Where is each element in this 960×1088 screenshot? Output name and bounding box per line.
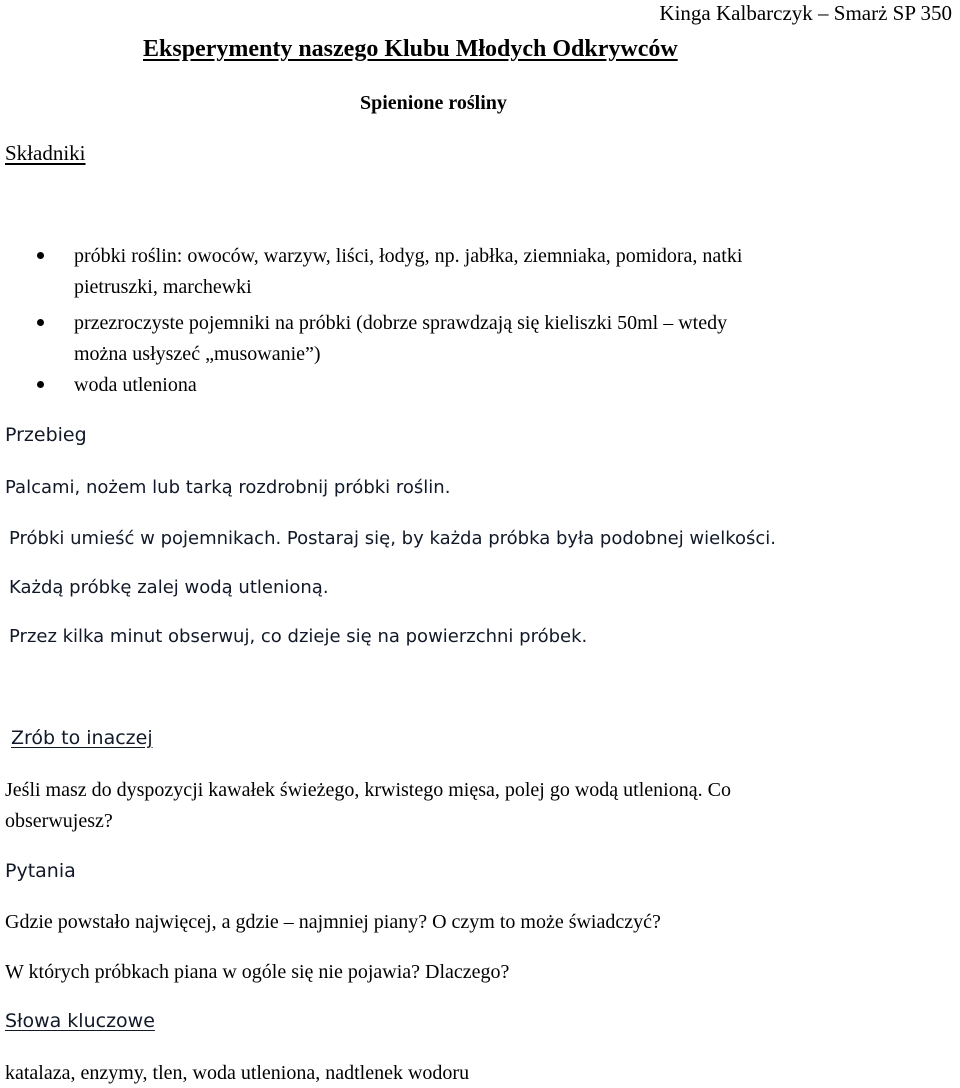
keywords-text: katalaza, enzymy, tlen, woda utleniona, nadtlenek wodoru (5, 1062, 470, 1084)
bullet-icon (37, 381, 44, 388)
variant-text-line: Jeśli masz do dyspozycji kawałek świeżego, krwistego mięsa, polej go wodą utlenioną. Co (5, 779, 731, 801)
document-title: Eksperymenty naszego Klubu Młodych Odkrywców (143, 36, 678, 62)
bullet-icon (37, 319, 44, 326)
list-item-line: woda utleniona (74, 374, 197, 396)
ingredients-heading: Składniki (5, 141, 86, 165)
procedure-heading: Przebieg (5, 424, 87, 446)
procedure-step: Palcami, nożem lub tarką rozdrobnij próbki roślin. (5, 477, 451, 498)
question-item: W których próbkach piana w ogóle się nie pojawia? Dlaczego? (5, 961, 510, 983)
bullet-icon (37, 252, 44, 259)
author-line: Kinga Kalbarczyk – Smarż SP 350 (659, 1, 952, 25)
procedure-step: Każdą próbkę zalej wodą utlenioną. (9, 577, 329, 598)
questions-heading: Pytania (5, 860, 76, 882)
document-subtitle: Spienione rośliny (360, 92, 507, 114)
variant-text-line: obserwujesz? (5, 810, 113, 832)
variant-heading: Zrób to inaczej (11, 727, 153, 749)
list-item-line: można usłyszeć „musowanie”) (74, 343, 321, 365)
keywords-heading: Słowa kluczowe (5, 1010, 155, 1032)
procedure-step: Próbki umieść w pojemnikach. Postaraj się, by każda próbka była podobnej wielkości. (9, 528, 777, 549)
question-item: Gdzie powstało najwięcej, a gdzie – najmniej piany? O czym to może świadczyć? (5, 911, 661, 933)
list-item-line: próbki roślin: owoców, warzyw, liści, łodyg, np. jabłka, ziemniaka, pomidora, natki (74, 245, 743, 267)
procedure-step: Przez kilka minut obserwuj, co dzieje się na powierzchni próbek. (9, 626, 588, 647)
list-item-line: przezroczyste pojemniki na próbki (dobrze sprawdzają się kieliszki 50ml – wtedy (74, 312, 728, 334)
list-item-line: pietruszki, marchewki (74, 276, 252, 298)
